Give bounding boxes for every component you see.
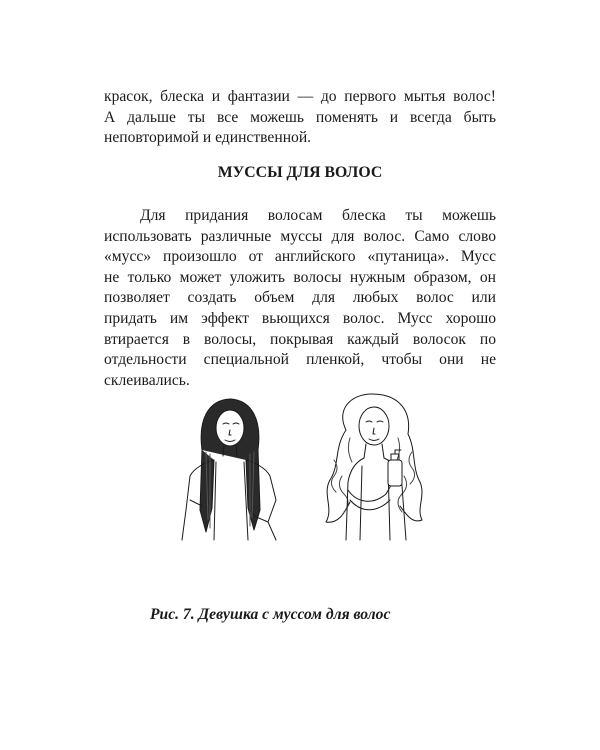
text-line: позволяет создать объем для любых волос или	[104, 289, 496, 307]
text-line: не только может уложить волосы нужным образом, он	[104, 268, 496, 286]
text-line: А дальше ты все можешь поменять и всегда быть	[104, 108, 496, 126]
text-line: склеивались.	[104, 371, 190, 389]
intro-paragraph	[104, 87, 496, 149]
figure-caption: Рис. 7. Девушка с муссом для волос	[150, 606, 391, 623]
text-line: Для придания волосам блеска ты можешь	[140, 207, 496, 224]
body-paragraph	[104, 206, 496, 391]
girl-straight-hair-drawing	[182, 399, 276, 540]
illustration-figure	[150, 390, 460, 560]
text-line: придать им эффект вьющихся волос. Мусс хорошо	[104, 309, 496, 327]
text-line: отдельности специальной пленкой, чтобы они не	[104, 351, 496, 369]
girl-curly-hair-drawing	[326, 394, 422, 540]
text-line: неповторимой и единственной.	[104, 129, 312, 147]
text-line: использовать различные муссы для волос. Само слово	[104, 227, 496, 245]
text-line: красок, блеска и фантазии — до первого мытья волос!	[104, 88, 496, 105]
text-line: втирается в волосы, покрывая каждый волосок по	[104, 330, 496, 348]
section-heading: МУССЫ ДЛЯ ВОЛОС	[217, 164, 383, 181]
text-line: «мусс» произошло от английского «путаница». Мусс	[104, 248, 496, 266]
